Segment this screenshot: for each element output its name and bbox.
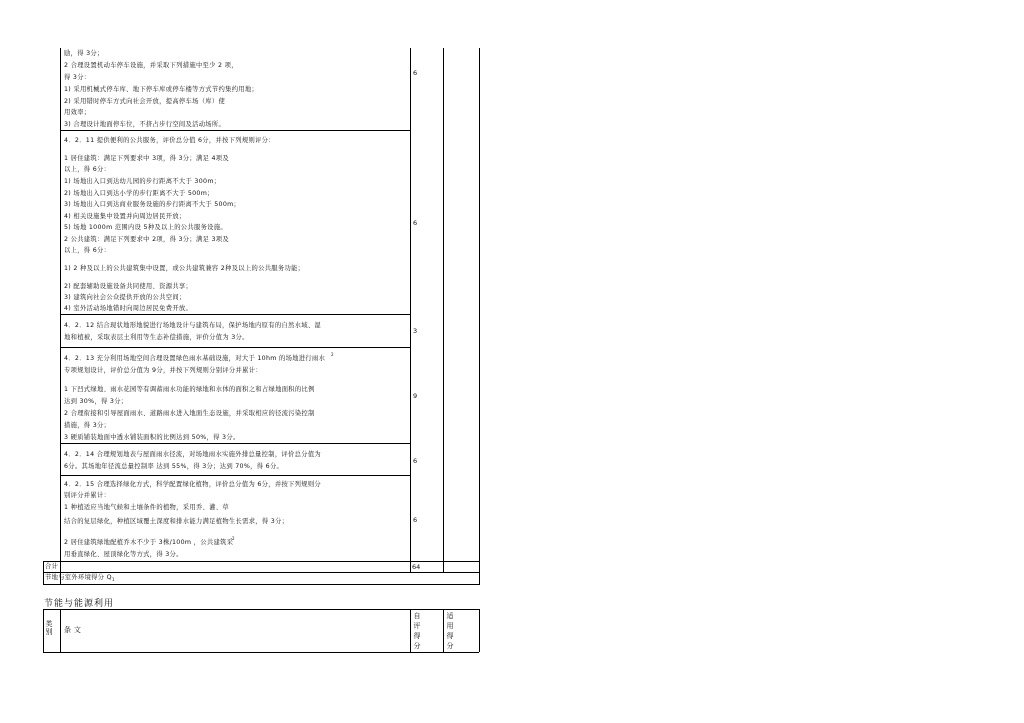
header-top-border <box>43 609 479 610</box>
clause-line: 3 硬质铺装地面中透水铺装面积的比例达到 50%，得 3分。 <box>64 434 240 441</box>
clause-line: 励，得 3分； <box>64 50 104 57</box>
header-adjusted-score: 适用得分 <box>446 612 454 650</box>
col-border-score-right <box>443 48 444 572</box>
clause-line: 2) 场地出入口到达小学的步行距离不大于 500m； <box>64 190 214 197</box>
header-left-border <box>43 609 44 652</box>
clause-line: 别评分并累计： <box>64 492 111 499</box>
row-border <box>60 347 410 348</box>
self-score: 6 <box>413 219 418 227</box>
clause-line <box>64 355 325 363</box>
clause-line: 4．2．15 合理选择绿化方式，科学配置绿化植物，评价总分值为 6分，并按下列规则分 <box>64 481 322 488</box>
site-score-text: 节地与室外环境得分 Q <box>45 574 112 581</box>
self-score: 6 <box>413 516 418 524</box>
clause-line: 6分。其场地年径流总量控制率 达到 55%，得 3分；达到 70%，得 6分。 <box>64 463 284 470</box>
clause-line: 2 合理衔接和引导屋面雨水、道路雨水进入地面生态设施，并采取相应的径流污染控制 <box>64 410 315 417</box>
clause-line: 1) 2 种及以上的公共建筑集中设置，或公共建筑兼容 2种及以上的公共服务功能； <box>64 265 305 272</box>
clause-line: 以上，得 6分： <box>64 166 111 173</box>
clause-line: 2 公共建筑：满足下列要求中 2项，得 3分；满足 3项及 <box>64 236 229 243</box>
total-label: 合计 <box>45 563 59 570</box>
q-subscript: 1 <box>111 577 115 582</box>
clause-line: 3) 合理设计地面停车位，不挤占步行空间及活动场所。 <box>64 121 226 128</box>
clause-line: 3) 场地出入口到达商业服务设施的步行距离不大于 500m； <box>64 201 241 208</box>
row-border <box>43 572 479 573</box>
table-right-border <box>479 48 480 585</box>
clause-line: 达到 30%，得 3分； <box>64 398 128 405</box>
col-border-score-left <box>410 48 411 572</box>
header-self-score: 自评得分 <box>413 612 421 650</box>
clause-line: 1 居住建筑：满足下列要求中 3项，得 3分；满足 4项及 <box>64 155 229 162</box>
clause-line: 专项规划设计，评价总分值为 9分，并按下列规则分别评分并累计： <box>64 367 262 374</box>
clause-line: 2 居住建筑绿地配植乔木不少于 3株/100m ，公共建筑采 <box>64 539 234 546</box>
clause-line: 措施，得 3分； <box>64 422 111 429</box>
row-border <box>43 584 479 585</box>
clause-line-text: 4．2．13 充分利用场地空间合理设置绿色雨水基础设施，对大于 10hm 的场地进行雨水 <box>64 355 326 362</box>
clause-line: 2 合理设置机动车停车设施，并采取下列措施中至少 2 项， <box>64 62 238 69</box>
clause-line: 1) 场地出入口到达幼儿园的步行距离不大于 300m； <box>64 178 221 185</box>
header-score-left-border <box>410 609 411 652</box>
row-border <box>60 443 410 444</box>
total-score: 64 <box>412 563 421 571</box>
clause-line: 地和植被，采取表层土利用等生态补偿措施，评价分值为 3分。 <box>64 334 249 341</box>
self-score: 9 <box>413 392 418 400</box>
clause-line: 4．2．11 提供便利的公共服务，评价总分值 6分，并按下列规则评分： <box>64 137 275 144</box>
clause-line: 1 下凹式绿地、雨水花园等有调蓄雨水功能的绿地和水体的面积之和占绿地面积的比例 <box>64 386 315 393</box>
table-left-border <box>60 48 61 585</box>
clause-line: 4) 室外活动场地错时向周边居民免费开放。 <box>64 305 193 312</box>
row-border <box>60 130 410 131</box>
row-border <box>60 475 410 476</box>
clause-line: 4) 相关设施集中设置并向周边居民开放； <box>64 213 186 220</box>
header-score-mid-border <box>443 609 444 652</box>
site-score-label <box>45 574 115 582</box>
superscript: 2 <box>331 352 334 357</box>
self-score: 3 <box>413 327 418 335</box>
superscript: 2 <box>232 536 235 541</box>
clause-line: 用效率； <box>64 109 91 116</box>
clause-line: 2) 采用错时停车方式向社会开放，提高停车场（库）使 <box>64 98 226 105</box>
header-category: 类别 <box>45 620 53 636</box>
header-bottom-border <box>43 652 479 653</box>
header-right-border <box>479 609 480 652</box>
header-category-border <box>60 609 61 652</box>
clause-line: 结合的复层绿化，种植区域覆土深度和排水能力满足植物生长需求，得 3分； <box>64 518 289 525</box>
clause-line: 5) 场地 1000m 范围内设 5种及以上的公共服务设施。 <box>64 224 227 231</box>
row-border <box>43 561 479 562</box>
section-title: 节能与能源利用 <box>44 599 115 609</box>
self-score: 6 <box>413 457 418 465</box>
clause-line: 以上，得 6分： <box>64 247 111 254</box>
clause-line: 4．2．12 结合现状地形地貌进行场地设计与建筑布局，保护场地内原有的自然水域、湿 <box>64 322 322 329</box>
self-score: 6 <box>413 69 418 77</box>
clause-line: 4．2．14 合理规划地表与屋面雨水径流，对场地雨水实施外排总量控制，评价总分值为 <box>64 451 322 458</box>
clause-line: 用垂直绿化、屋顶绿化等方式，得 3分。 <box>64 551 183 558</box>
clause-line: 1 种植适应当地气候和土壤条件的植物，采用乔、灌、草 <box>64 504 229 511</box>
row-border <box>60 314 410 315</box>
clause-line: 2) 配套辅助设施设备共同使用、资源共享； <box>64 283 193 290</box>
clause-line: 1) 采用机械式停车库、地下停车库或停车楼等方式节约集约用地； <box>64 86 259 93</box>
header-clause: 条 文 <box>64 626 82 634</box>
summary-left-border <box>43 561 44 585</box>
clause-line: 3) 建筑向社会公众提供开放的公共空间； <box>64 294 186 301</box>
clause-line: 得 3分： <box>64 74 91 81</box>
